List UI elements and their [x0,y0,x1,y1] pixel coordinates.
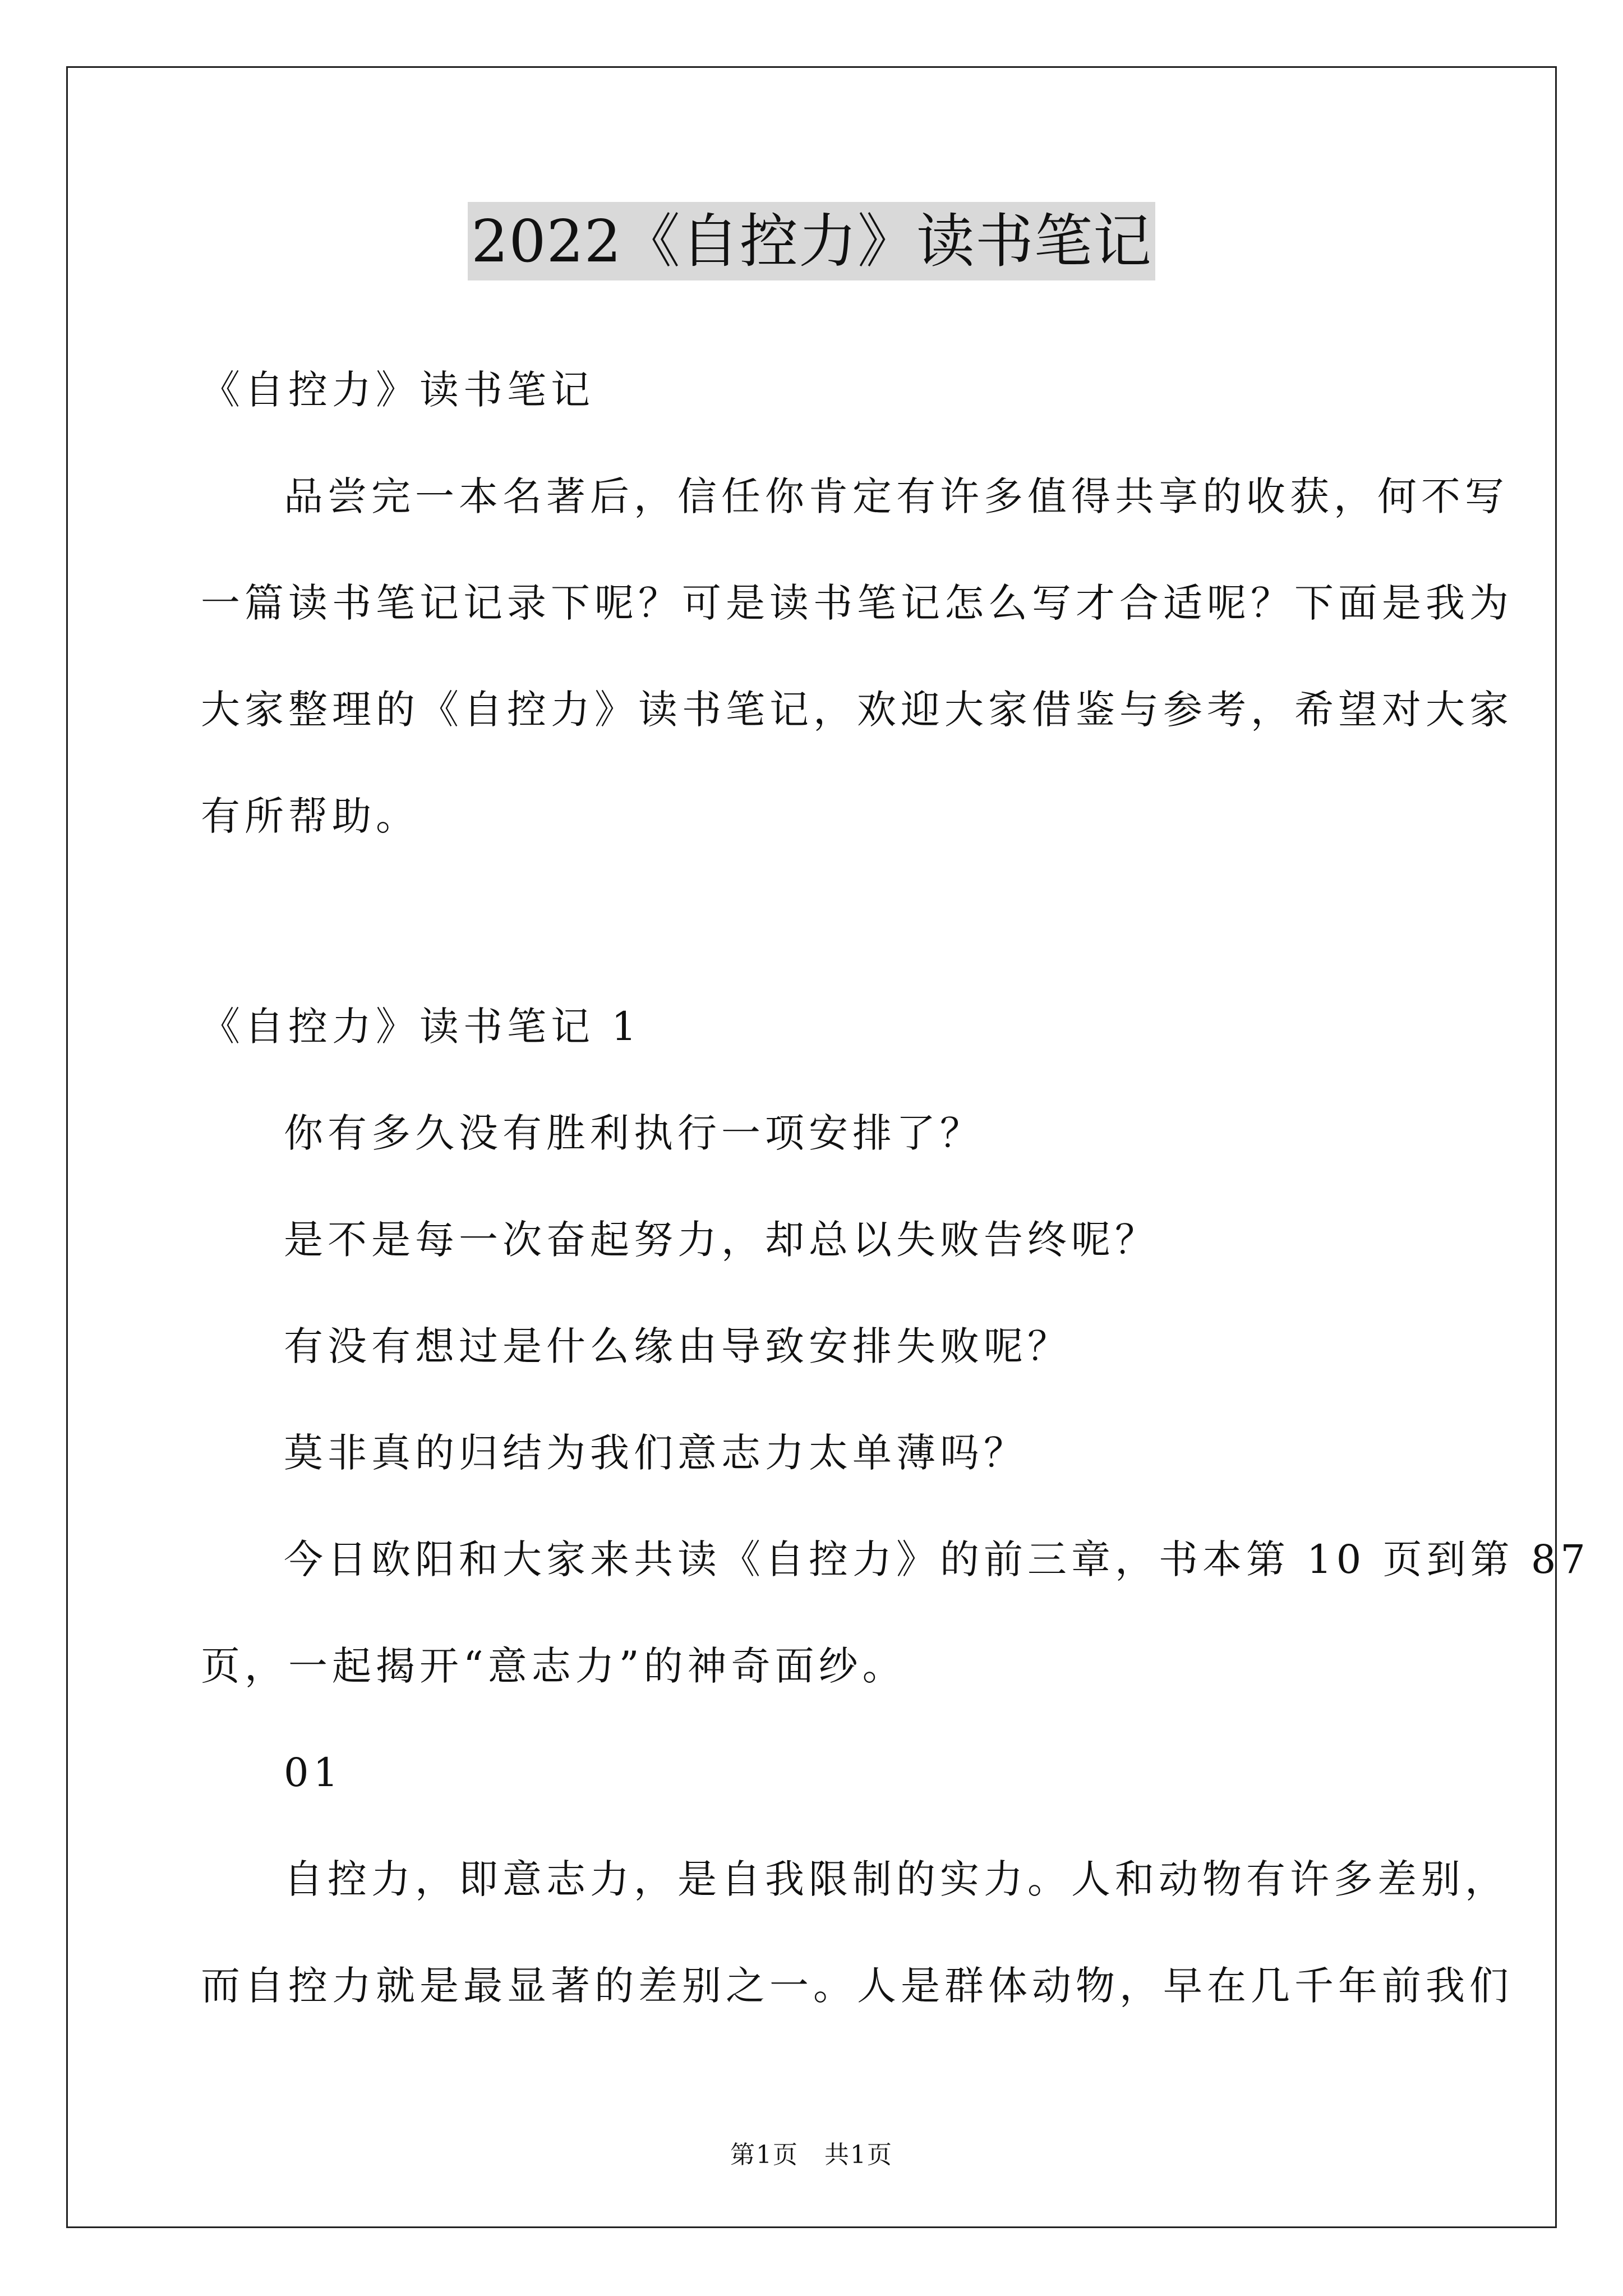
document-title: 2022《自控力》读书笔记 [468,202,1155,280]
subtitle: 《自控力》读书笔记 [201,367,594,413]
intro-line: 一篇读书笔记记录下呢？可是读书笔记怎么写才合适呢？下面是我为 [201,580,1513,626]
page-footer: 第1页 共1页 [730,2141,893,2169]
question-line: 莫非真的归结为我们意志力太单薄吗？ [284,1430,1027,1476]
paragraph-gap [201,869,1435,973]
document-body [201,337,1590,2039]
paragraph-line: 自控力，即意志力，是自我限制的实力。人和动物有许多差别， [284,1856,1509,1902]
intro-line: 有所帮助。 [201,793,419,839]
question-line: 有没有想过是什么缘由导致安排失败呢？ [284,1323,1071,1369]
intro-line: 品尝完一本名著后，信任你肯定有许多值得共享的收获，何不写 [284,473,1509,519]
section-heading: 《自控力》读书笔记 1 [201,1004,641,1050]
question-line: 是不是每一次奋起努力，却总以失败告终呢？ [284,1217,1159,1263]
question-line: 你有多久没有胜利执行一项安排了？ [284,1110,984,1156]
paragraph-line: 今日欧阳和大家来共读《自控力》的前三章，书本第 10 页到第 87 [284,1536,1590,1582]
intro-line: 大家整理的《自控力》读书笔记，欢迎大家借鉴与参考，希望对大家 [201,687,1513,733]
paragraph-line: 页，一起揭开“意志力”的神奇面纱。 [201,1643,906,1689]
paragraph-line: 而自控力就是最显著的差别之一。人是群体动物，早在几千年前我们 [201,1963,1513,2009]
title-wrapper [0,202,1623,280]
section-number: 01 [284,1750,343,1796]
